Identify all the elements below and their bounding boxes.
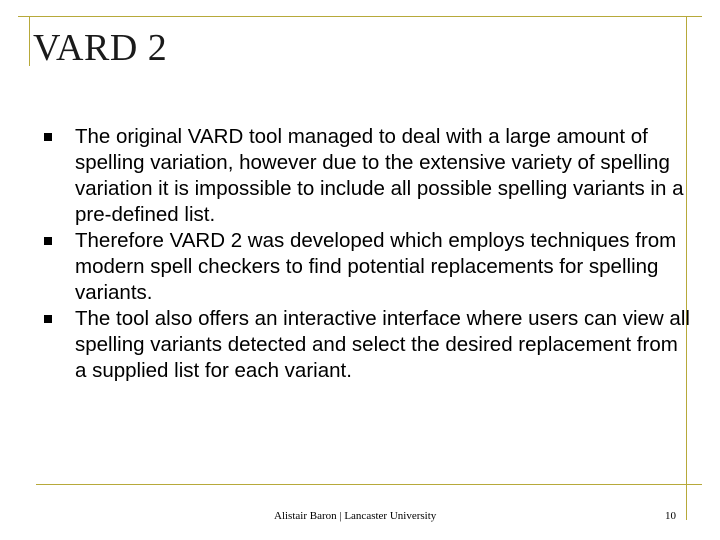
bullet-item [40,306,690,384]
bullet-text: Therefore VARD 2 was developed which employs techniques from modern spell checkers to find potential replacements for spelling variants. [75,229,677,304]
square-bullet-icon [44,237,52,245]
square-bullet-icon [44,133,52,141]
frame-left-line [29,16,30,66]
slide-number: 10 [665,510,676,522]
bullet-text: The tool also offers an interactive interface where users can view all spelling variants detected and select the desired replacement from a supplied list for each variant. [75,307,690,382]
square-bullet-icon [44,315,52,323]
bullet-text: The original VARD tool managed to deal with a large amount of spelling variation, however due to the extensive variety of spelling variation it is impossible to include all possible spelling variants in a pre-defined list. [75,125,684,226]
footer-text: Alistair Baron | Lancaster University [274,510,437,522]
bullet-item [40,124,690,228]
slide-title: VARD 2 [33,27,168,69]
bullet-list [40,124,690,384]
frame-bottom-line [36,484,702,485]
bullet-item [40,228,690,306]
frame-top-line [18,16,702,17]
